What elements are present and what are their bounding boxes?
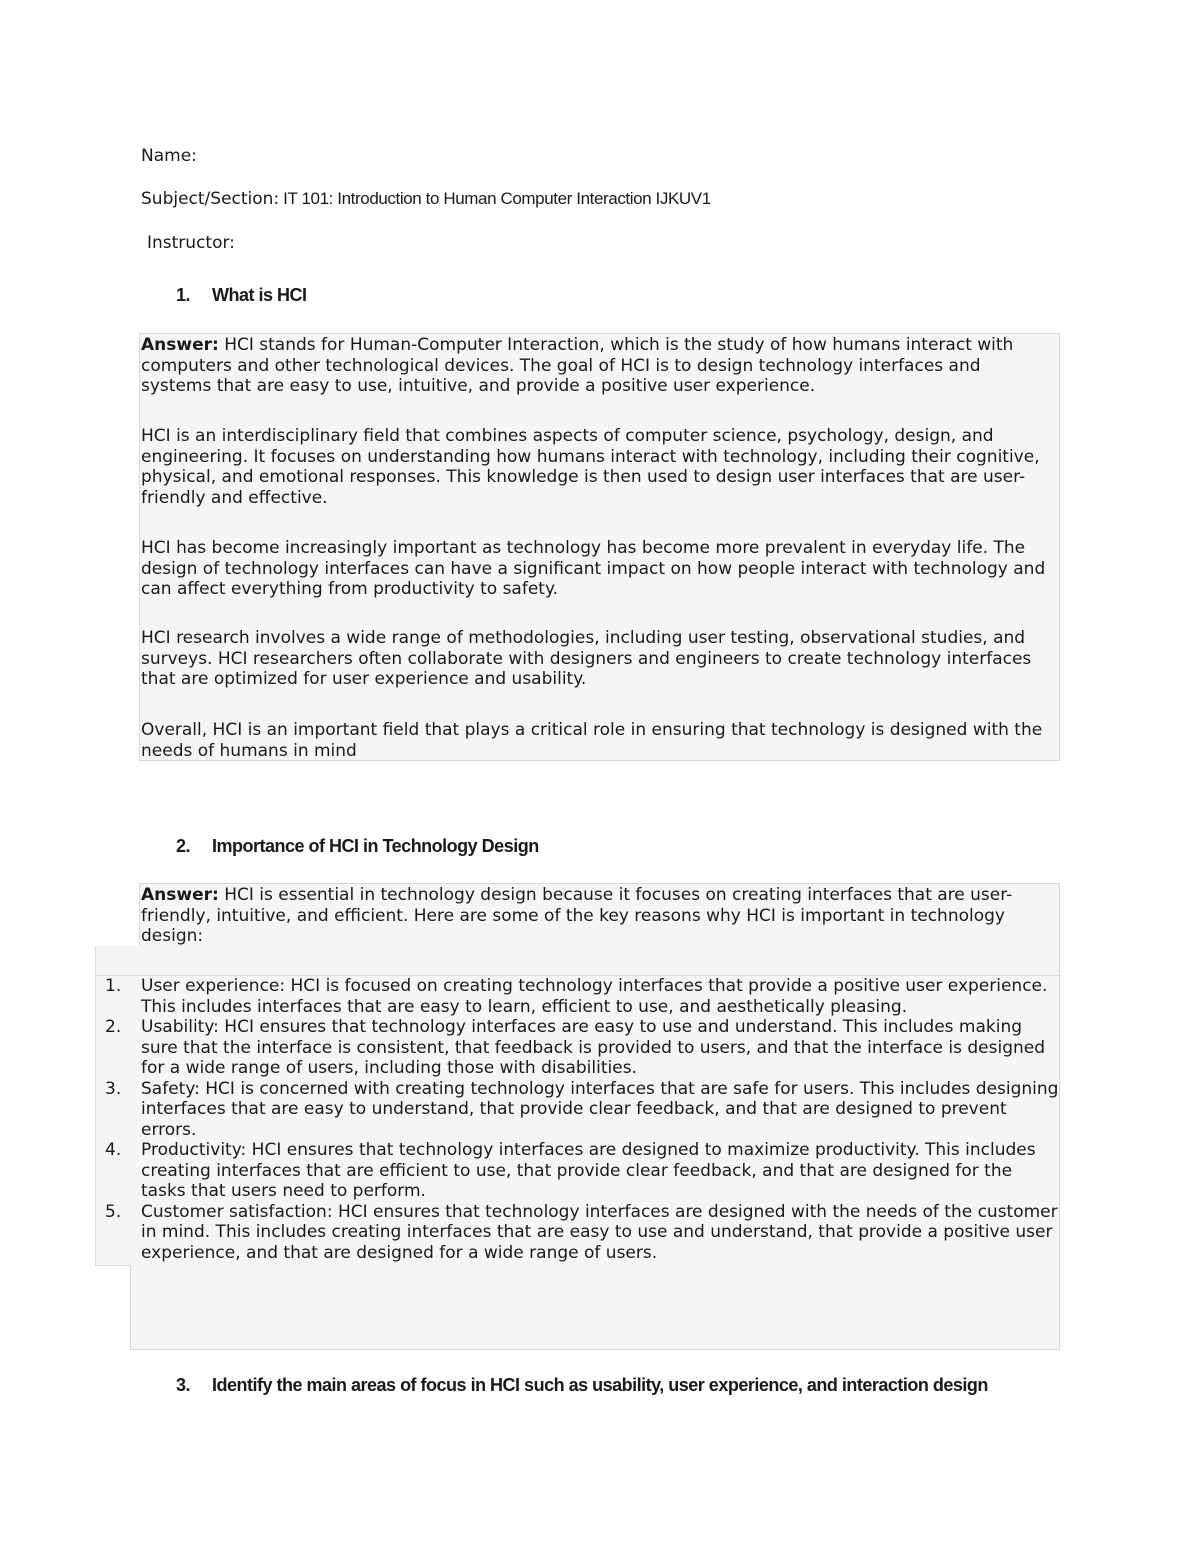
q2-spacer <box>95 946 1060 976</box>
list-item-text: Customer satisfaction: HCI ensures that technology interfaces are designed with the needs of the customer in mind. This includes creating interfaces that are easy to use and understand, that provide a positive user experience, and that are designed for a wide range of users. <box>141 1201 1058 1263</box>
list-item-text: Safety: HCI is concerned with creating technology interfaces that are safe for users. This includes designing interfaces that are easy to understand, that provide clear feedback, and that are designed to prevent errors. <box>141 1078 1059 1140</box>
q1-answer-paragraph-4: HCI research involves a wide range of methodologies, including user testing, observational studies, and surveys. HCI researchers often collaborate with designers and engineers to create technology interfaces that are optimized for user experience and usability. <box>141 628 1032 689</box>
name-label: Name: <box>141 146 197 166</box>
q2-intro-text: HCI is essential in technology design because it focuses on creating interfaces that are user-friendly, intuitive, and efficient. Here are some of the key reasons why HCI is important in technology design: <box>141 885 1013 946</box>
list-item-number: 4. <box>105 1140 122 1160</box>
q2-number: 2. <box>176 836 191 856</box>
q2-title: Importance of HCI in Technology Design <box>212 836 539 856</box>
list-item-number: 3. <box>105 1078 122 1099</box>
list-item-number: 1. <box>105 976 122 996</box>
list-item <box>95 1079 1060 1141</box>
q1-title: What is HCI <box>212 285 307 305</box>
list-item-text: Productivity: HCI ensures that technology interfaces are designed to maximize productivity. This includes creating interfaces that are efficient to use, that provide clear feedback, and that are designed for the tasks that users need to perform. <box>141 1140 1036 1201</box>
subject-label: Subject/Section: <box>141 189 280 209</box>
list-item <box>95 976 1060 1017</box>
q2-answer-intro <box>141 885 1056 947</box>
q2-empty-answer-area <box>130 1265 1060 1350</box>
instructor-label: Instructor: <box>147 233 235 253</box>
q2-reasons-list <box>95 975 1060 1266</box>
q2-answer-label: Answer: <box>141 885 219 905</box>
q3-number: 3. <box>176 1375 191 1395</box>
subject-value: IT 101: Introduction to Human Computer Interaction IJKUV1 <box>283 189 711 208</box>
q1-answer-paragraph-2: HCI is an interdisciplinary field that combines aspects of computer science, psychology, design, and engineering. It focuses on understanding how humans interact with technology, including their cognitive, physical, and emotional responses. This knowledge is then used to design user interfaces that are user-friendly and effective. <box>141 426 1040 508</box>
q1-answer-label: Answer: <box>141 335 219 355</box>
q1-answer-paragraph-3: HCI has become increasingly important as technology has become more prevalent in everyday life. The design of technology interfaces can have a significant impact on how people interact with technology and can affect everything from productivity to safety. <box>141 538 1046 599</box>
q1-paragraph-1-text: HCI stands for Human-Computer Interaction, which is the study of how humans interact with computers and other technological devices. The goal of HCI is to design technology interfaces and systems that are easy to use, intuitive, and provide a positive user experience. <box>141 335 1014 396</box>
q3-title: Identify the main areas of focus in HCI such as usability, user experience, and interaction design <box>212 1375 988 1395</box>
q1-answer-paragraph-5: Overall, HCI is an important field that plays a critical role in ensuring that technology is designed with the needs of humans in mind <box>141 720 1043 761</box>
list-item <box>95 1017 1060 1079</box>
subject-line <box>141 189 711 209</box>
list-item-text: Usability: HCI ensures that technology interfaces are easy to use and understand. This includes making sure that the interface is consistent, that feedback is provided to users, and that the interface is designed for a wide range of users, including those with disabilities. <box>141 1017 1046 1078</box>
list-item-text: User experience: HCI is focused on creating technology interfaces that provide a positive user experience. This includes interfaces that are easy to learn, efficient to use, and aesthetically pleasing. <box>141 976 1048 1017</box>
q2-answer-box <box>139 883 1060 947</box>
list-item-number: 5. <box>105 1201 122 1222</box>
list-item-number: 2. <box>105 1017 122 1037</box>
q1-answer-box <box>139 333 1060 761</box>
list-item <box>95 1202 1060 1264</box>
q1-number: 1. <box>176 285 191 305</box>
list-item <box>95 1140 1060 1202</box>
q1-answer-paragraph-1 <box>141 335 1056 397</box>
